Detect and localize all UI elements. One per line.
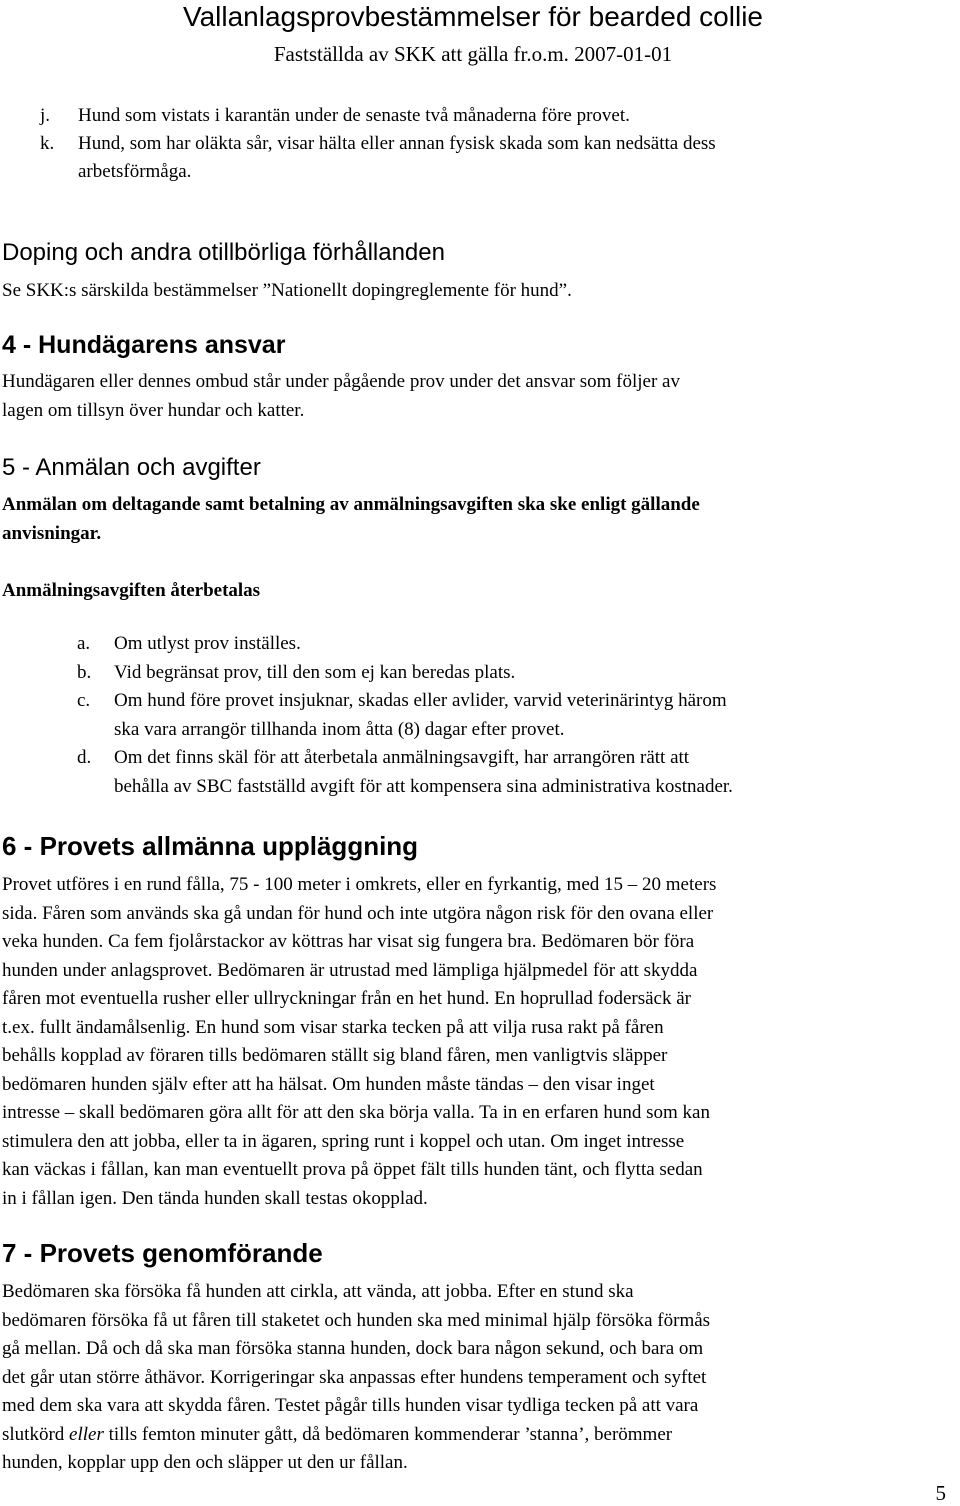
section-7-line: Bedömaren ska försöka få hunden att cirkla, att vända, att jobba. Efter en stund ska — [2, 1281, 634, 1302]
section-7-italic-word: eller — [69, 1423, 104, 1445]
list-marker: d. — [77, 747, 92, 768]
list-item — [77, 630, 937, 659]
list-item-text — [114, 687, 937, 744]
list-item — [40, 130, 940, 186]
section-6-line: Provet utföres i en rund fålla, 75 - 100 meter i omkrets, eller en fyrkantig, med 15 – 20 meters — [2, 874, 717, 895]
section-6-line: fåren mot eventuella rusher eller ullryckningar från en het hund. En hoprullad fodersäck är — [2, 988, 692, 1009]
list-item-line: behålla av SBC fastställd avgift för att kompensera sina administrativa kostnader. — [114, 775, 733, 797]
section-7-line — [2, 1421, 944, 1450]
section-7-text — [2, 1278, 944, 1478]
exclusion-list — [40, 102, 940, 186]
list-item-line: Om hund före provet insjuknar, skadas eller avlider, varvid veterinärintyg härom — [114, 690, 727, 711]
section-6-line: sida. Fåren som används ska gå undan för hund och inte utgöra någon risk för den ovana eller — [2, 902, 714, 924]
list-item-line: Om det finns skäl för att återbetala anmälningsavgift, har arrangören rätt att — [114, 747, 690, 768]
list-item-line: Vid begränsat prov, till den som ej kan beredas plats. — [114, 661, 516, 683]
list-item-text — [78, 102, 940, 130]
section-6-text — [2, 871, 944, 1213]
refund-list — [77, 630, 937, 801]
section-7-line: det går utan större åthävor. Korrigeringar ska anpassas efter hundens temperament och syftet — [2, 1366, 707, 1388]
section-5-bold-line: anvisningar. — [2, 522, 102, 544]
document-subtitle: Fastställda av SKK att gälla fr.o.m. 2007-01-01 — [273, 42, 673, 66]
refund-subheading: Anmälningsavgiften återbetalas — [2, 580, 261, 601]
section-4-line: Hundägaren eller dennes ombud står under pågående prov under det ansvar som följer av — [2, 371, 680, 392]
list-marker: c. — [77, 690, 91, 711]
list-item-line: Hund som vistats i karantän under de senaste två månaderna före provet. — [78, 105, 630, 126]
page-number: 5 — [935, 1481, 946, 1505]
section-6-line: in i fållan igen. Den tända hunden skall testas okopplad. — [2, 1187, 428, 1209]
section-6-line: stimulera den att jobba, eller ta in ägaren, spring runt i koppel och utan. Om inget intresse — [2, 1130, 685, 1152]
list-item-text — [114, 659, 937, 688]
section-6-line: t.ex. fullt ändamålsenlig. En hund som visar starka tecken på att vilja rusa rakt på fåren — [2, 1016, 664, 1038]
list-item-text — [78, 130, 940, 186]
section-6-line: kan väckas i fållan, kan man eventuellt prova på öppet fält tills hunden tänt, och flytta sedan — [2, 1159, 703, 1180]
section-6-line: bedömaren hunden själv efter att ha hälsat. Om hunden måste tändas – den visar inget — [2, 1073, 655, 1095]
list-item-line: arbetsförmåga. — [78, 161, 192, 182]
list-item-text — [114, 630, 937, 659]
section-7-text-run: tills femton minuter gått, då bedömaren kommenderar ’stanna’, berömmer — [103, 1423, 673, 1445]
doping-heading: Doping och andra otillbörliga förhållanden — [2, 239, 445, 266]
section-7-line: gå mellan. Då och då ska man försöka stanna hunden, dock bara någon sekund, och bara om — [2, 1338, 704, 1359]
list-item-line: Om utlyst prov inställes. — [114, 633, 301, 654]
section-7-heading: 7 - Provets genomförande — [2, 1238, 323, 1268]
doping-text: Se SKK:s särskilda bestämmelser ”Nationellt dopingreglemente för hund”. — [2, 280, 572, 301]
section-7-line: bedömaren försöka få ut fåren till staketet och hunden ska med minimal hjälp försöka förmås — [2, 1309, 711, 1331]
section-4-text — [2, 368, 942, 425]
document-title: Vallanlagsprovbestämmelser för bearded collie — [182, 1, 763, 32]
list-item-text — [114, 744, 937, 801]
section-7-line: hunden, kopplar upp den och släpper ut den ur fållan. — [2, 1452, 408, 1473]
section-5-bold-text — [2, 491, 942, 548]
list-item-line: Hund, som har oläkta sår, visar hälta eller annan fysisk skada som kan nedsätta dess — [78, 133, 716, 154]
list-item — [77, 744, 937, 801]
list-marker: b. — [77, 661, 92, 683]
section-7-text-run: slutkörd — [2, 1423, 70, 1445]
list-item — [40, 102, 940, 130]
section-5-bold-line: Anmälan om deltagande samt betalning av anmälningsavgiften ska ske enligt gällande — [2, 494, 700, 515]
section-6-line: behålls kopplad av föraren tills bedömaren ställt sig bland fåren, men vanligtvis släpper — [2, 1045, 668, 1066]
section-4-heading: 4 - Hundägarens ansvar — [2, 331, 286, 359]
section-6-line: veka hunden. Ca fem fjolårstackor av köttras har visat sig fungera bra. Bedömaren bör föra — [2, 931, 695, 952]
section-6-heading: 6 - Provets allmänna uppläggning — [2, 831, 419, 861]
section-4-line: lagen om tillsyn över hundar och katter. — [2, 399, 305, 421]
section-5-heading: 5 - Anmälan och avgifter — [2, 454, 261, 481]
list-marker: a. — [77, 633, 91, 654]
section-7-line: med dem ska vara att skydda fåren. Testet pågår tills hunden visar tydliga tecken på att vara — [2, 1395, 699, 1416]
section-6-line: hunden under anlagsprovet. Bedömaren är utrustad med lämpliga hjälpmedel för att skydda — [2, 959, 698, 981]
list-item-line: ska vara arrangör tillhanda inom åtta (8) dagar efter provet. — [114, 718, 565, 740]
list-item — [77, 659, 937, 688]
list-item — [77, 687, 937, 744]
list-marker: j. — [40, 105, 51, 126]
list-marker: k. — [40, 133, 55, 154]
section-6-line: intresse – skall bedömaren göra allt för att den ska börja valla. Ta in en erfaren hund som kan — [2, 1102, 710, 1123]
